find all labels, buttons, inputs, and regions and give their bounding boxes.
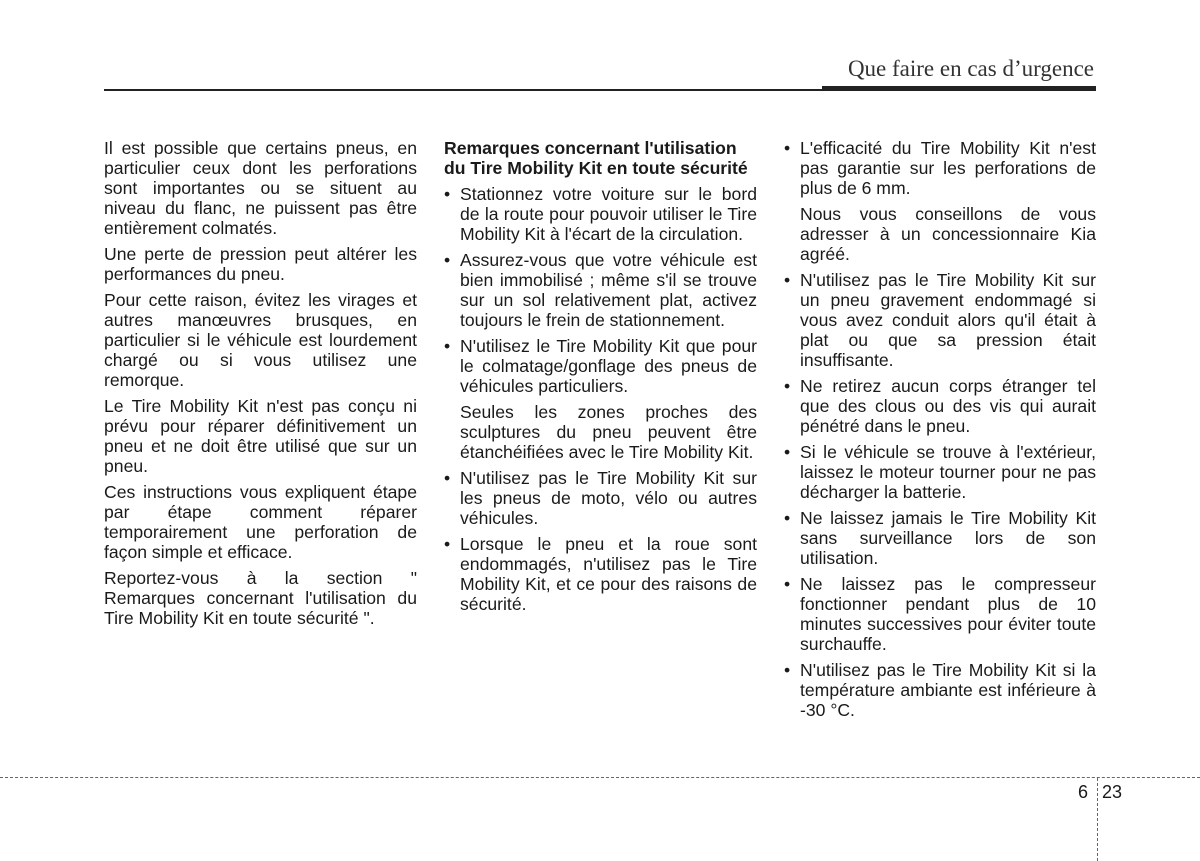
list-item: • Si le véhicule se trouve à l'extérieur, laissez le moteur tourner pour ne pas décharger la batterie.	[784, 442, 1096, 502]
column-middle	[444, 138, 757, 620]
paragraph: Reportez-vous à la section " Remarques concernant l'utilisation du Tire Mobility Kit en toute sécurité ".	[104, 568, 417, 628]
list-item-subparagraph: Nous vous conseillons de vous adresser à un concessionnaire Kia agréé.	[800, 204, 1096, 264]
list-item: • N'utilisez pas le Tire Mobility Kit sur les pneus de moto, vélo ou autres véhicules.	[444, 468, 757, 528]
column-right	[784, 138, 1096, 726]
footer-vertical-dashed-rule	[1097, 778, 1098, 861]
list-item: • N'utilisez le Tire Mobility Kit que pour le colmatage/gonflage des pneus de véhicules particuliers.	[444, 336, 757, 396]
page-number: 23	[1102, 782, 1123, 802]
paragraph: Il est possible que certains pneus, en particulier ceux dont les perforations sont importantes ou se situent au niveau du flanc, ne puissent pas être entièrement colmatés.	[104, 138, 417, 238]
footer-dashed-rule	[0, 777, 1200, 778]
chapter-number: 6	[1078, 782, 1089, 802]
list-item: • N'utilisez pas le Tire Mobility Kit sur un pneu gravement endommagé si vous avez conduit alors qu'il était à plat ou que sa pression était insuffisante.	[784, 270, 1096, 370]
bullet-list	[444, 468, 757, 614]
list-item: • Stationnez votre voiture sur le bord de la route pour pouvoir utiliser le Tire Mobility Kit à l'écart de la circulation.	[444, 184, 757, 244]
header-rule-thick	[822, 86, 1096, 91]
paragraph: Pour cette raison, évitez les virages et autres manœuvres brusques, en particulier si le véhicule est lourdement chargé ou si vous utilisez une remorque.	[104, 290, 417, 390]
list-item: • Ne laissez jamais le Tire Mobility Kit sans surveillance lors de son utilisation.	[784, 508, 1096, 568]
list-item: • N'utilisez pas le Tire Mobility Kit si la température ambiante est inférieure à -30 °C.	[784, 660, 1096, 720]
list-item: • Ne retirez aucun corps étranger tel que des clous ou des vis qui aurait pénétré dans le pneu.	[784, 376, 1096, 436]
section-heading: Remarques concernant l'utilisation du Tire Mobility Kit en toute sécurité	[444, 138, 748, 178]
paragraph: Le Tire Mobility Kit n'est pas conçu ni prévu pour réparer définitivement un pneu et ne doit être utilisé que sur un pneu.	[104, 396, 417, 476]
paragraph: Une perte de pression peut altérer les performances du pneu.	[104, 244, 417, 284]
page-header-title: Que faire en cas d’urgence	[847, 56, 1094, 81]
bullet-list	[444, 184, 757, 396]
paragraph: Ces instructions vous expliquent étape par étape comment réparer temporairement une perforation de façon simple et efficace.	[104, 482, 417, 562]
bullet-list	[784, 138, 1096, 198]
bullet-list	[784, 270, 1096, 720]
list-item-subparagraph: Seules les zones proches des sculptures du pneu peuvent être étanchéifiées avec le Tire Mobility Kit.	[460, 402, 757, 462]
column-left	[104, 138, 417, 634]
header-rule-thin	[104, 89, 822, 91]
list-item: • Lorsque le pneu et la roue sont endommagés, n'utilisez pas le Tire Mobility Kit, et ce pour des raisons de sécurité.	[444, 534, 757, 614]
list-item: • L'efficacité du Tire Mobility Kit n'est pas garantie sur les perforations de plus de 6 mm.	[784, 138, 1096, 198]
list-item: • Assurez-vous que votre véhicule est bien immobilisé ; même s'il se trouve sur un sol relativement plat, activez toujours le frein de stationnement.	[444, 250, 757, 330]
list-item: • Ne laissez pas le compresseur fonctionner pendant plus de 10 minutes successives pour éviter toute surchauffe.	[784, 574, 1096, 654]
